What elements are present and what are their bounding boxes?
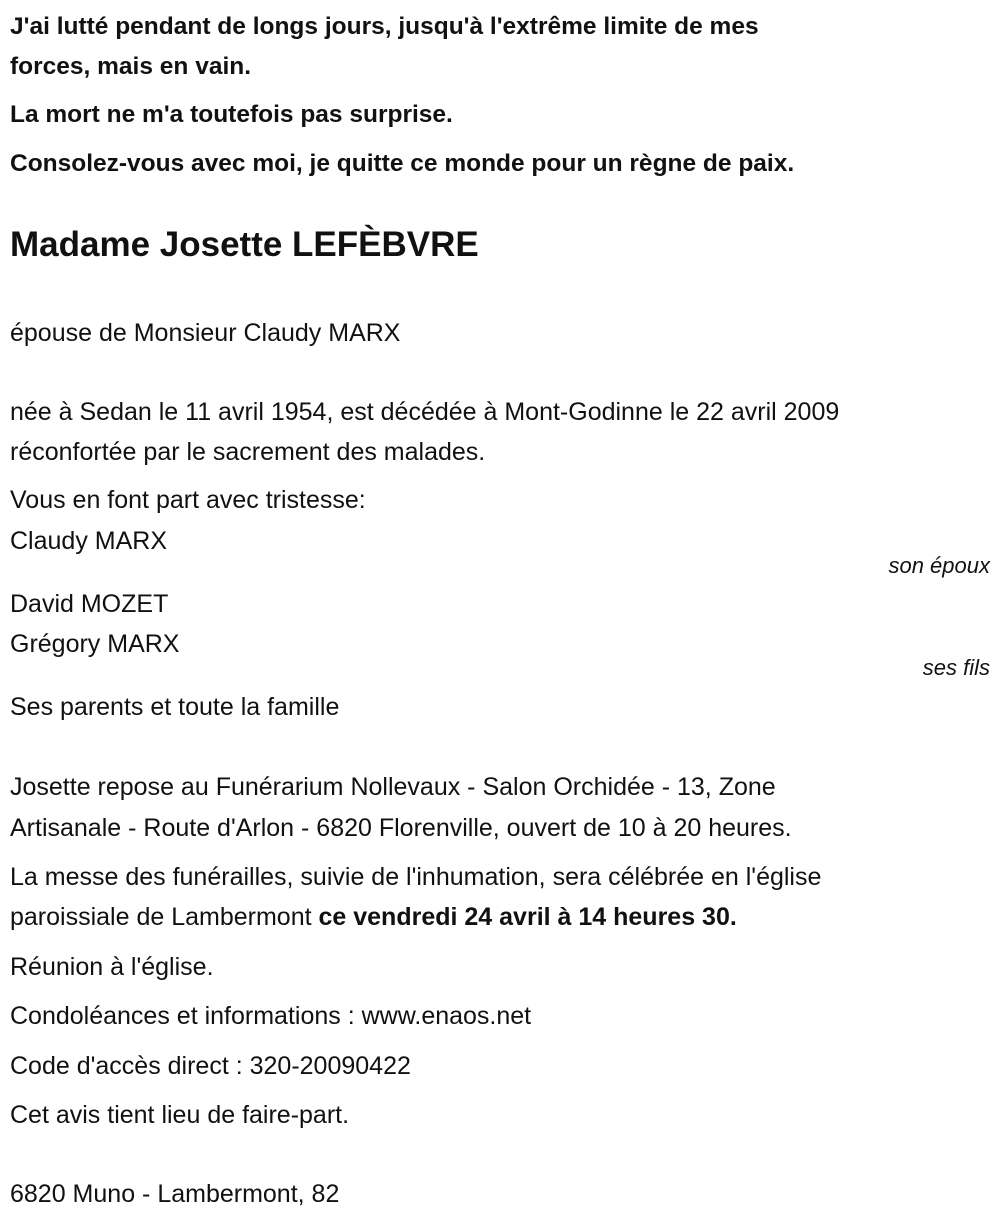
quote-line: J'ai lutté pendant de longs jours, jusqu'à l'extrême limite de mes [10, 13, 759, 40]
family-son: Grégory MARX [10, 630, 180, 658]
notice-text: Cet avis tient lieu de faire-part. [10, 1101, 350, 1129]
birth-death-line: réconfortée par le sacrement des malades. [10, 438, 486, 466]
meeting-text: Réunion à l'église. [10, 953, 214, 981]
family-son: David MOZET [10, 590, 169, 618]
quote-line: forces, mais en vain. [10, 53, 252, 80]
quote-line: Consolez-vous avec moi, je quitte ce monde pour un règne de paix. [10, 150, 795, 177]
condolences-text: Condoléances et informations : www.enaos.net [10, 1002, 532, 1030]
mass-text: paroissiale de Lambermont [10, 903, 319, 931]
mass-date: ce vendredi 24 avril à 14 heures 30. [318, 903, 737, 931]
access-code: Code d'accès direct : 320-20090422 [10, 1052, 411, 1080]
family-others: Ses parents et toute la famille [10, 693, 340, 721]
family-spouse: Claudy MARX [10, 527, 167, 555]
quote-line: La mort ne m'a toutefois pas surprise. [10, 101, 453, 128]
rest-line: Artisanale - Route d'Arlon - 6820 Florenville, ouvert de 10 à 20 heures. [10, 814, 792, 842]
mass-line [10, 897, 990, 937]
spouse-line: épouse de Monsieur Claudy MARX [10, 319, 401, 347]
mass-line: La messe des funérailles, suivie de l'inhumation, sera célébrée en l'église [10, 863, 822, 891]
address: 6820 Muno - Lambermont, 82 [10, 1180, 340, 1208]
rest-line: Josette repose au Funérarium Nollevaux - Salon Orchidée - 13, Zone [10, 773, 776, 801]
announce-text: Vous en font part avec tristesse: [10, 486, 366, 514]
birth-death-line: née à Sedan le 11 avril 1954, est décédée à Mont-Godinne le 22 avril 2009 [10, 398, 840, 426]
family-spouse-role: son époux [888, 553, 990, 578]
page-title: Madame Josette LEFÈBVRE [10, 225, 479, 264]
family-sons-role: ses fils [922, 655, 990, 680]
